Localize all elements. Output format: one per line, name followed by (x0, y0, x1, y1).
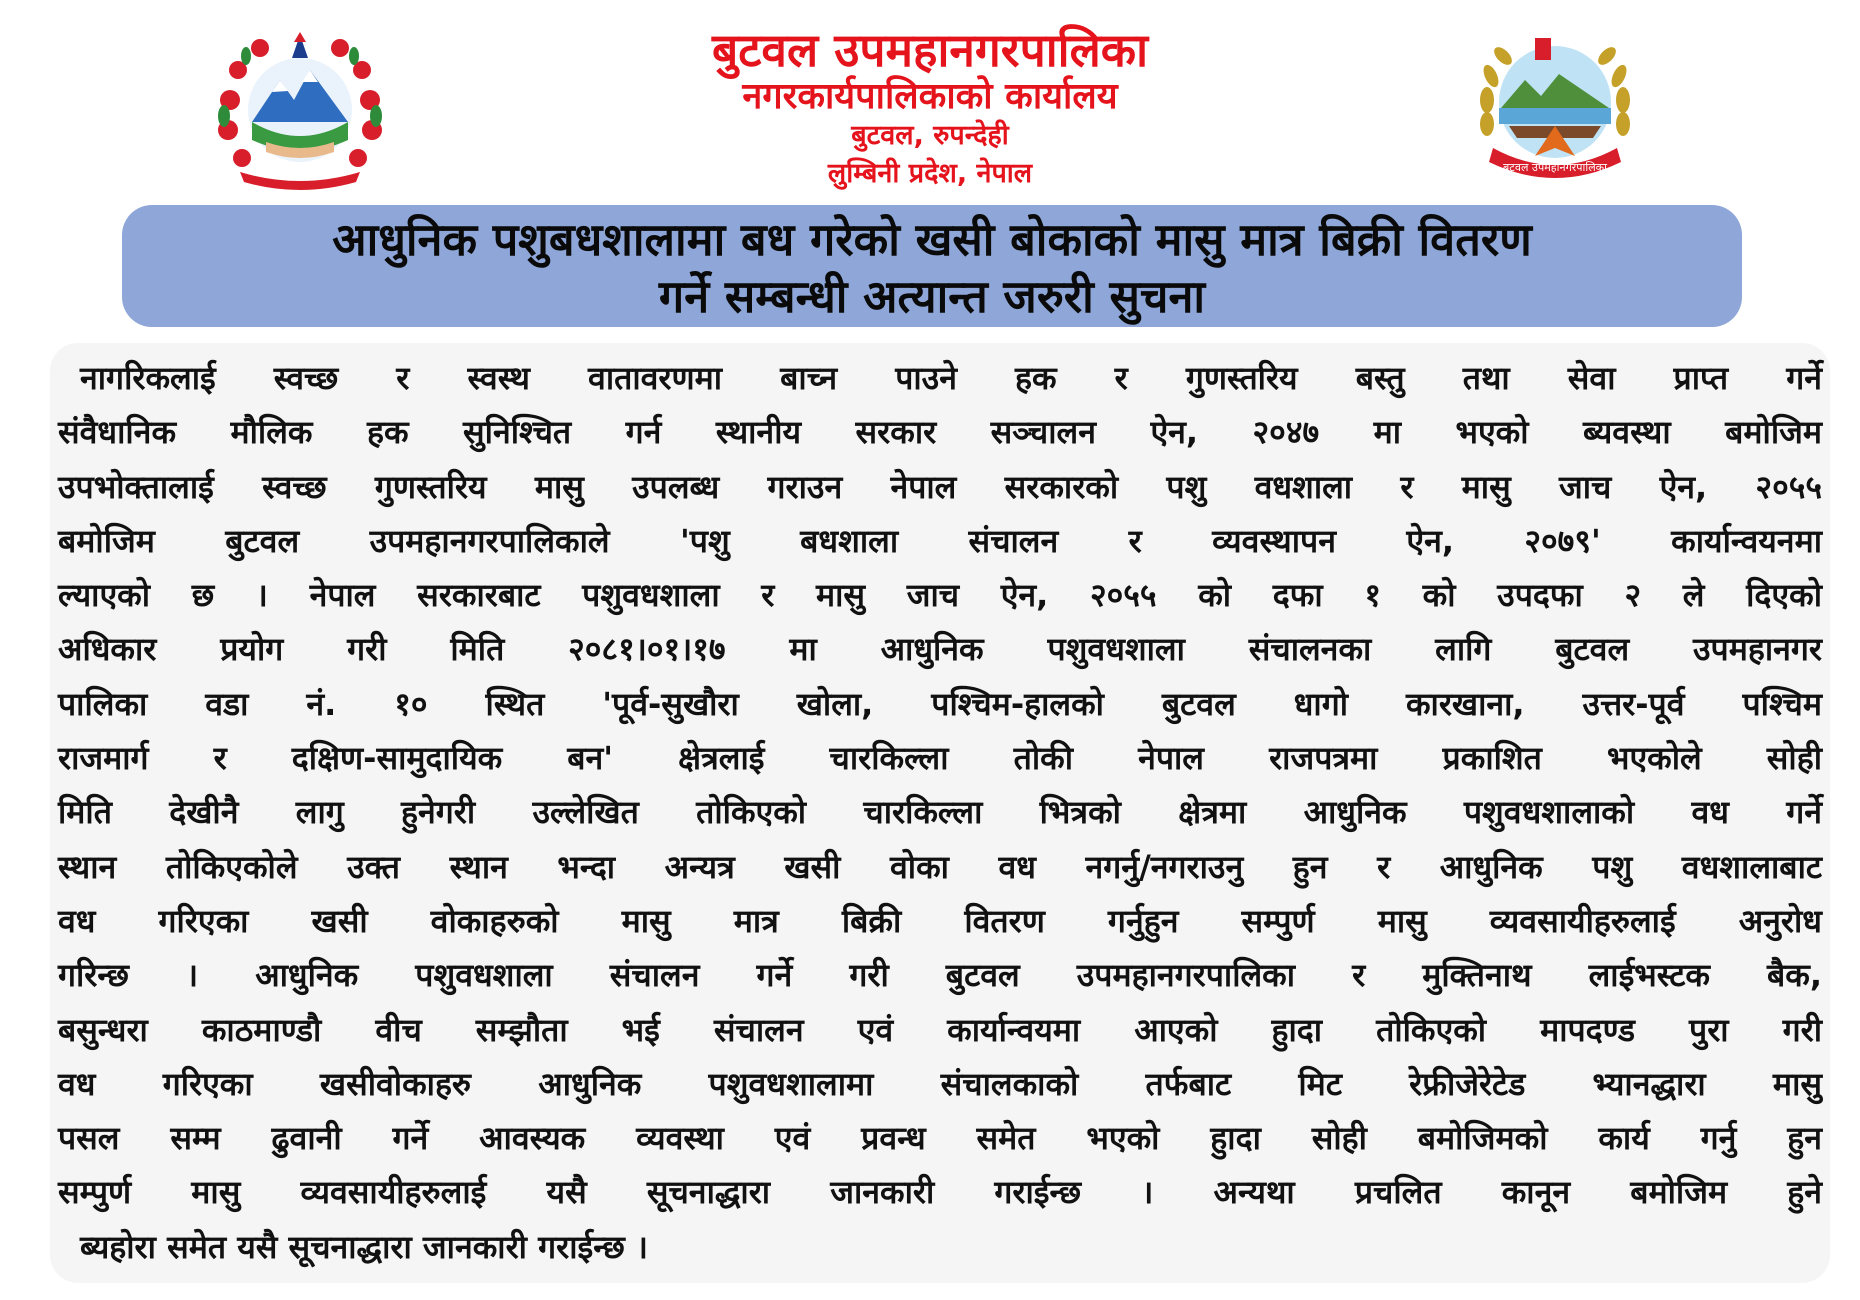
body-line: बमोजिम बुटवल उपमहानगरपालिकाले 'पशु बधशाला संचालन र व्यवस्थापन ऐन, २०७९' कार्यान्वयनमा (58, 521, 1822, 560)
notice-body-text (58, 351, 1822, 1274)
body-line: मिति देखीनै लागु हुनेगरी उल्लेखित तोकिएको चारकिल्ला भित्रको क्षेत्रमा आधुनिक पशुवधशालाको वध गर्ने (58, 793, 1822, 832)
logo-ribbon-text: बुटवल उपमहानगरपालिका (1503, 161, 1607, 174)
office-location: बुटवल, रुपन्देही (851, 120, 1009, 151)
body-line: वध गरिएका खसीवोकाहरु आधुनिक पशुवधशालामा संचालकाको तर्फबाट मिट रेफ्रीजेरेटेड भ्यानद्धारा मासु (58, 1064, 1822, 1103)
butwal-municipality-logo (1465, 30, 1645, 190)
body-line: राजमार्ग र दक्षिण-सामुदायिक बन' क्षेत्रलाई चारकिल्ला तोकी नेपाल राजपत्रमा प्रकाशित भएकोले सोही (58, 739, 1822, 778)
office-name: बुटवल उपमहानगरपालिका (711, 23, 1149, 77)
notice-header (0, 0, 1860, 200)
body-line: पालिका वडा नं. १० स्थित 'पूर्व-सुखौरा खोला, पश्चिम-हालको बुटवल धागो कारखाना, उत्तर-पूर्व पश्चिम (58, 684, 1822, 723)
body-line: ल्याएको छ । नेपाल सरकारबाट पशुवधशाला र मासु जाच ऐन, २०५५ को दफा १ को उपदफा २ ले दिएको (58, 576, 1822, 615)
body-line: वध गरिएका खसी वोकाहरुको मासु मात्र बिक्री वितरण गर्नुहुन सम्पुर्ण मासु व्यवसायीहरुलाई अनुरोध (58, 901, 1822, 940)
body-line: अधिकार प्रयोग गरी मिति २०८१।०१।१७ मा आधुनिक पशुवधशाला संचालनका लागि बुटवल उपमहानगर (58, 630, 1822, 669)
office-province: लुम्बिनी प्रदेश, नेपाल (827, 158, 1033, 189)
notice-title-box (122, 205, 1742, 327)
body-line: संवैधानिक मौलिक हक सुनिश्चित गर्न स्थानीय सरकार सञ्चालन ऐन, २०४७ मा भएको ब्यवस्था बमोजिम (58, 413, 1822, 452)
body-line: पसल सम्म ढुवानी गर्ने आवस्यक व्यवस्था एवं प्रवन्ध समेत भएको हुादा सोही बमोजिमको कार्य गर्नु हुन (58, 1119, 1822, 1158)
notice-body-box (50, 343, 1830, 1283)
body-line: बसुन्धरा काठमाण्डौ वीच सम्झौता भई संचालन एवं कार्यान्वयमा आएको हुादा तोकिएको मापदण्ड पुरा गरी (58, 1010, 1822, 1049)
notice-title-line-2: गर्ने सम्बन्धी अत्यान्त जरुरी सुचना (658, 270, 1206, 323)
body-line: ब्यहोरा समेत यसै सूचनाद्धारा जानकारी गराईन्छ । (80, 1227, 649, 1266)
office-subtitle: नगरकार्यपालिकाको कार्यालय (742, 76, 1118, 117)
body-line: सम्पुर्ण मासु व्यवसायीहरुलाई यसै सूचनाद्धारा जानकारी गराईन्छ । अन्यथा प्रचलित कानून बमोजिम हुने (58, 1173, 1822, 1212)
body-line: नागरिकलाई स्वच्छ र स्वस्थ वातावरणमा बाच्न पाउने हक र गुणस्तरिय बस्तु तथा सेवा प्राप्त गर्ने (80, 359, 1822, 397)
body-line: स्थान तोकिएकोले उक्त स्थान भन्दा अन्यत्र खसी वोका वध नगर्नु/नगराउनु हुन र आधुनिक पशु वधशालाबाट (58, 847, 1822, 886)
notice-title-line-1: आधुनिक पशुबधशालामा बध गरेको खसी बोकाको मासु मात्र बिक्री वितरण (332, 213, 1532, 266)
body-line: गरिन्छ । आधुनिक पशुवधशाला संचालन गर्ने गरी बुटवल उपमहानगरपालिका र मुक्तिनाथ लाईभस्टक बैक, (58, 956, 1822, 995)
body-line: उपभोक्तालाई स्वच्छ गुणस्तरिय मासु उपलब्ध गराउन नेपाल सरकारको पशु वधशाला र मासु जाच ऐन, २०५५ (58, 467, 1822, 506)
